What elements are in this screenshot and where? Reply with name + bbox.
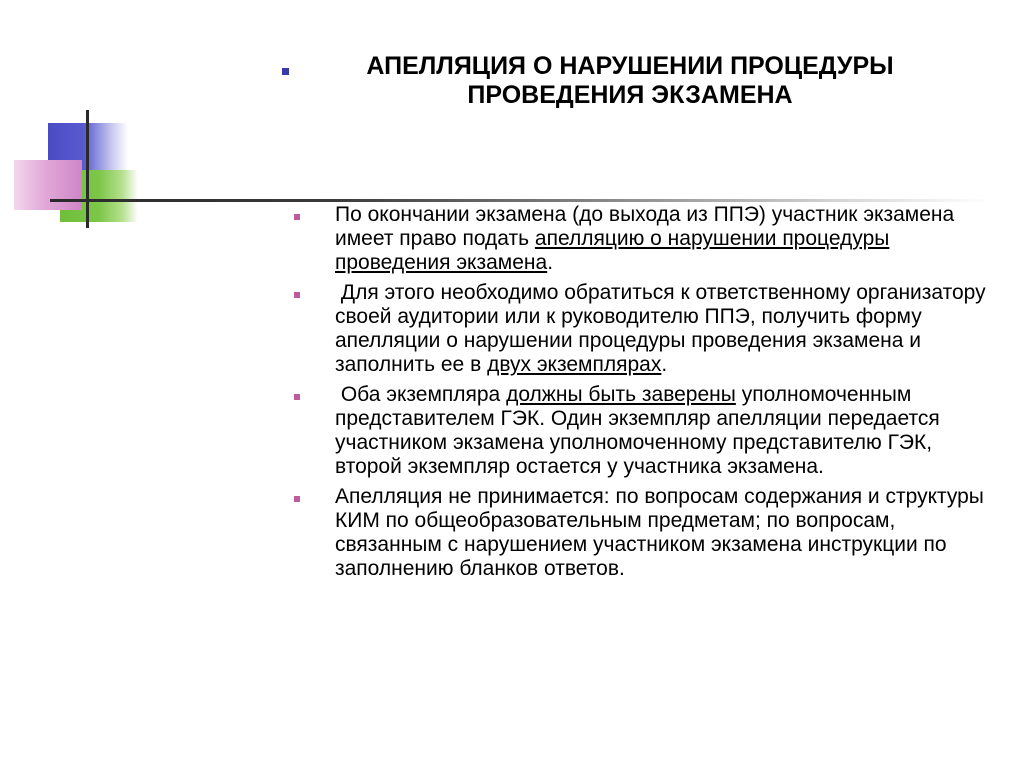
title-line-1: АПЕЛЛЯЦИЯ О НАРУШЕНИИ ПРОЦЕДУРЫ (366, 52, 894, 80)
item-text: Оба экземпляра (335, 383, 507, 406)
bullet-list (290, 203, 990, 587)
bullet-icon (294, 394, 300, 400)
item-text-end: . (547, 251, 554, 274)
list-item (290, 383, 990, 479)
item-text: По окончании экзамена (до выхода из ППЭ) участник экзамена имеет право подать (335, 203, 955, 250)
item-text-end: уполномоченным представителем ГЭК. Один экземпляр апелляции передается участником экзамена уполномоченному представителю ГЭК, второй экземпляр остается у участника экзамена. (335, 383, 940, 478)
list-item (290, 485, 990, 581)
list-item (290, 281, 990, 377)
title-bullet-icon (282, 68, 289, 75)
list-item (290, 203, 990, 275)
item-text: Для этого необходимо обратиться к ответственному организатору своей аудитории или к руководителю ППЭ, получить форму апелляции о нарушении процедуры проведения экзамена и заполнить ее в (335, 281, 992, 376)
item-text-end: . (661, 353, 668, 376)
decorative-pink-square (14, 160, 82, 210)
bullet-icon (294, 214, 300, 220)
item-underlined-text: апелляцию о нарушении процедуры проведения экзамена (335, 227, 890, 274)
decorative-vertical-line (86, 110, 89, 228)
slide-title (300, 52, 960, 110)
item-text: Апелляция не принимается: по вопросам содержания и структуры КИМ по общеобразовательным предметам; по вопросам, связанным с нарушением участником экзамена инструкции по заполнению бланков ответов. (335, 485, 984, 580)
bullet-icon (294, 496, 300, 502)
item-underlined-text: должны быть заверены (506, 383, 736, 406)
item-underlined-text: двух экземплярах (487, 353, 662, 376)
bullet-icon (294, 292, 300, 298)
decorative-horizontal-line (50, 199, 990, 202)
title-line-2: ПРОВЕДЕНИЯ ЭКЗАМЕНА (467, 81, 793, 109)
